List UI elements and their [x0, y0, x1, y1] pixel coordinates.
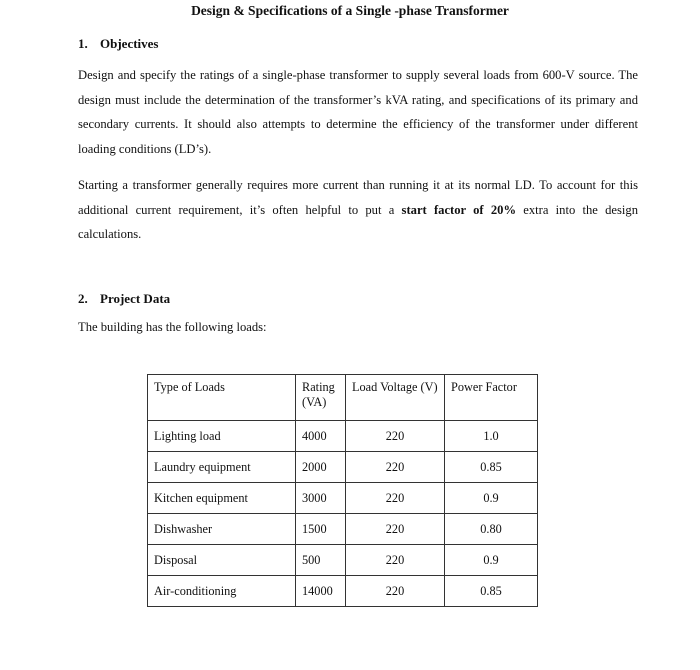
- cell-voltage: 220: [346, 421, 445, 452]
- cell-rating: 4000: [296, 421, 346, 452]
- cell-voltage: 220: [346, 576, 445, 607]
- cell-voltage: 220: [346, 483, 445, 514]
- paragraph-text: extra into the design calculations.: [78, 202, 639, 241]
- section-heading-text: Objectives: [100, 36, 159, 51]
- table-row: [148, 452, 538, 483]
- cell-load-type: Disposal: [148, 545, 296, 576]
- header-rating: Rating (VA): [296, 375, 346, 421]
- section-project-data-heading: [78, 291, 170, 307]
- cell-load-type: Air-conditioning: [148, 576, 296, 607]
- document-title: Design & Specifications of a Single -phase Transformer: [191, 3, 509, 18]
- objectives-paragraph: Design and specify the ratings of a single-phase transformer to supply several loads from 600-V source. The design must include the determination of the transformer’s kVA rating, and specifications of its primary and secondary currents. It should also attempts to determine the efficiency of the transformer under different loading conditions (LD’s).: [78, 68, 638, 156]
- start-factor-emphasis: start factor of 20%: [401, 202, 517, 217]
- cell-load-type: Dishwasher: [148, 514, 296, 545]
- header-load-voltage: Load Voltage (V): [346, 375, 445, 421]
- section-number: 2.: [78, 291, 88, 306]
- start-factor-paragraph: [78, 173, 638, 247]
- header-type-of-loads: Type of Loads: [148, 375, 296, 421]
- table-row: [148, 483, 538, 514]
- paragraph-text: Starting a transformer generally requires more current than running it at its normal LD. To account for this additional current requirement, it’s often helpful to put a: [78, 178, 638, 217]
- cell-power-factor: 0.85: [445, 452, 538, 483]
- cell-rating: 2000: [296, 452, 346, 483]
- table-row: [148, 421, 538, 452]
- cell-rating: 500: [296, 545, 346, 576]
- section-number: 1.: [78, 36, 88, 51]
- cell-power-factor: 0.9: [445, 545, 538, 576]
- table-header-row: [148, 375, 538, 421]
- cell-voltage: 220: [346, 545, 445, 576]
- header-power-factor: Power Factor: [445, 375, 538, 421]
- cell-rating: 3000: [296, 483, 346, 514]
- cell-rating: 1500: [296, 514, 346, 545]
- cell-voltage: 220: [346, 452, 445, 483]
- table-row: [148, 514, 538, 545]
- cell-load-type: Laundry equipment: [148, 452, 296, 483]
- section-objectives-heading: [78, 36, 158, 52]
- table-row: [148, 545, 538, 576]
- section-heading-text: Project Data: [100, 291, 171, 306]
- loads-table: [147, 374, 538, 607]
- cell-power-factor: 0.80: [445, 514, 538, 545]
- cell-power-factor: 0.9: [445, 483, 538, 514]
- table-row: [148, 576, 538, 607]
- cell-voltage: 220: [346, 514, 445, 545]
- cell-load-type: Lighting load: [148, 421, 296, 452]
- cell-power-factor: 0.85: [445, 576, 538, 607]
- cell-power-factor: 1.0: [445, 421, 538, 452]
- cell-rating: 14000: [296, 576, 346, 607]
- loads-intro-text: The building has the following loads:: [78, 320, 267, 334]
- cell-load-type: Kitchen equipment: [148, 483, 296, 514]
